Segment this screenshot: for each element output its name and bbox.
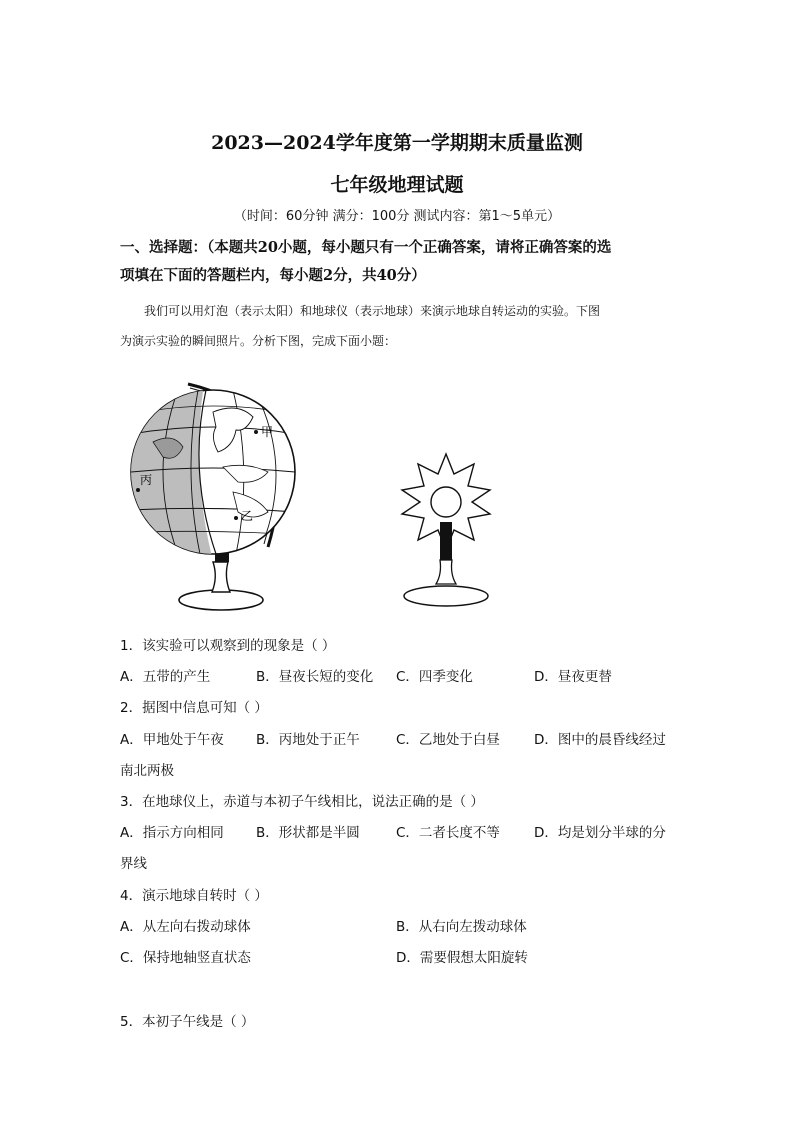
label-jia: 甲: [261, 425, 274, 439]
label-bing: 丙: [140, 473, 153, 487]
q1-option-b[interactable]: B．昼夜长短的变化: [256, 669, 374, 685]
q4-option-b[interactable]: B．从右向左拨动球体: [396, 919, 527, 935]
question-1-stem: 1．该实验可以观察到的现象是（ ）: [120, 638, 336, 654]
exam-title: 2023—2024学年度第一学期期末质量监测: [211, 132, 583, 154]
q1-option-d[interactable]: D．昼夜更替: [534, 669, 612, 685]
q2-option-d-wrap: 南北两极: [120, 763, 174, 779]
q2-option-a[interactable]: A．甲地处于午夜: [120, 732, 224, 748]
q2-option-d[interactable]: D．图中的晨昏线经过: [534, 732, 666, 748]
q4-option-c[interactable]: C．保持地轴竖直状态: [120, 950, 251, 966]
q2-option-c[interactable]: C．乙地处于白昼: [396, 732, 500, 748]
q4-option-a[interactable]: A．从左向右拨动球体: [120, 919, 251, 935]
q3-option-a[interactable]: A．指示方向相同: [120, 825, 224, 841]
q3-option-c[interactable]: C．二者长度不等: [396, 825, 500, 841]
sun-lamp-figure: [396, 452, 496, 612]
label-yi: 乙: [241, 509, 254, 523]
question-3-stem: 3．在地球仪上，赤道与本初子午线相比，说法正确的是（ ）: [120, 794, 484, 810]
section-choice-heading: [120, 234, 680, 290]
intro-line2: 为演示实验的瞬间照片。分析下图，完成下面小题：: [120, 334, 397, 348]
q3-option-b[interactable]: B．形状都是半圆: [256, 825, 360, 841]
globe-figure: [118, 372, 318, 617]
lamp-stand-base: [404, 586, 488, 606]
q1-option-c[interactable]: C．四季变化: [396, 669, 473, 685]
exam-info: （时间：60分钟 满分：100分 测试内容：第1～5单元）: [233, 209, 561, 224]
globe-stand-base: [179, 590, 263, 610]
intro-line1: 我们可以用灯泡（表示太阳）和地球仪（表示地球）来演示地球自转运动的实验。下图: [144, 304, 601, 318]
exam-subtitle: 七年级地理试题: [330, 174, 464, 196]
section-heading-line1: 一、选择题：（本题共20小题，每小题只有一个正确答案，请将正确答案的选: [120, 239, 612, 256]
question-2-stem: 2．据图中信息可知（ ）: [120, 700, 268, 716]
q2-option-b[interactable]: B．丙地处于正午: [256, 732, 360, 748]
q1-option-a[interactable]: A．五带的产生: [120, 669, 211, 685]
q3-option-d-wrap: 界线: [120, 856, 147, 872]
q3-option-d[interactable]: D．均是划分半球的分: [534, 825, 666, 841]
question-4-stem: 4．演示地球自转时（ ）: [120, 888, 268, 904]
q4-option-d[interactable]: D．需要假想太阳旋转: [396, 950, 528, 966]
question-5-stem: 5．本初子午线是（ ）: [120, 1014, 255, 1030]
intro-paragraph: [120, 296, 680, 356]
section-heading-line2: 项填在下面的答题栏内，每小题2分，共40分）: [120, 267, 426, 284]
